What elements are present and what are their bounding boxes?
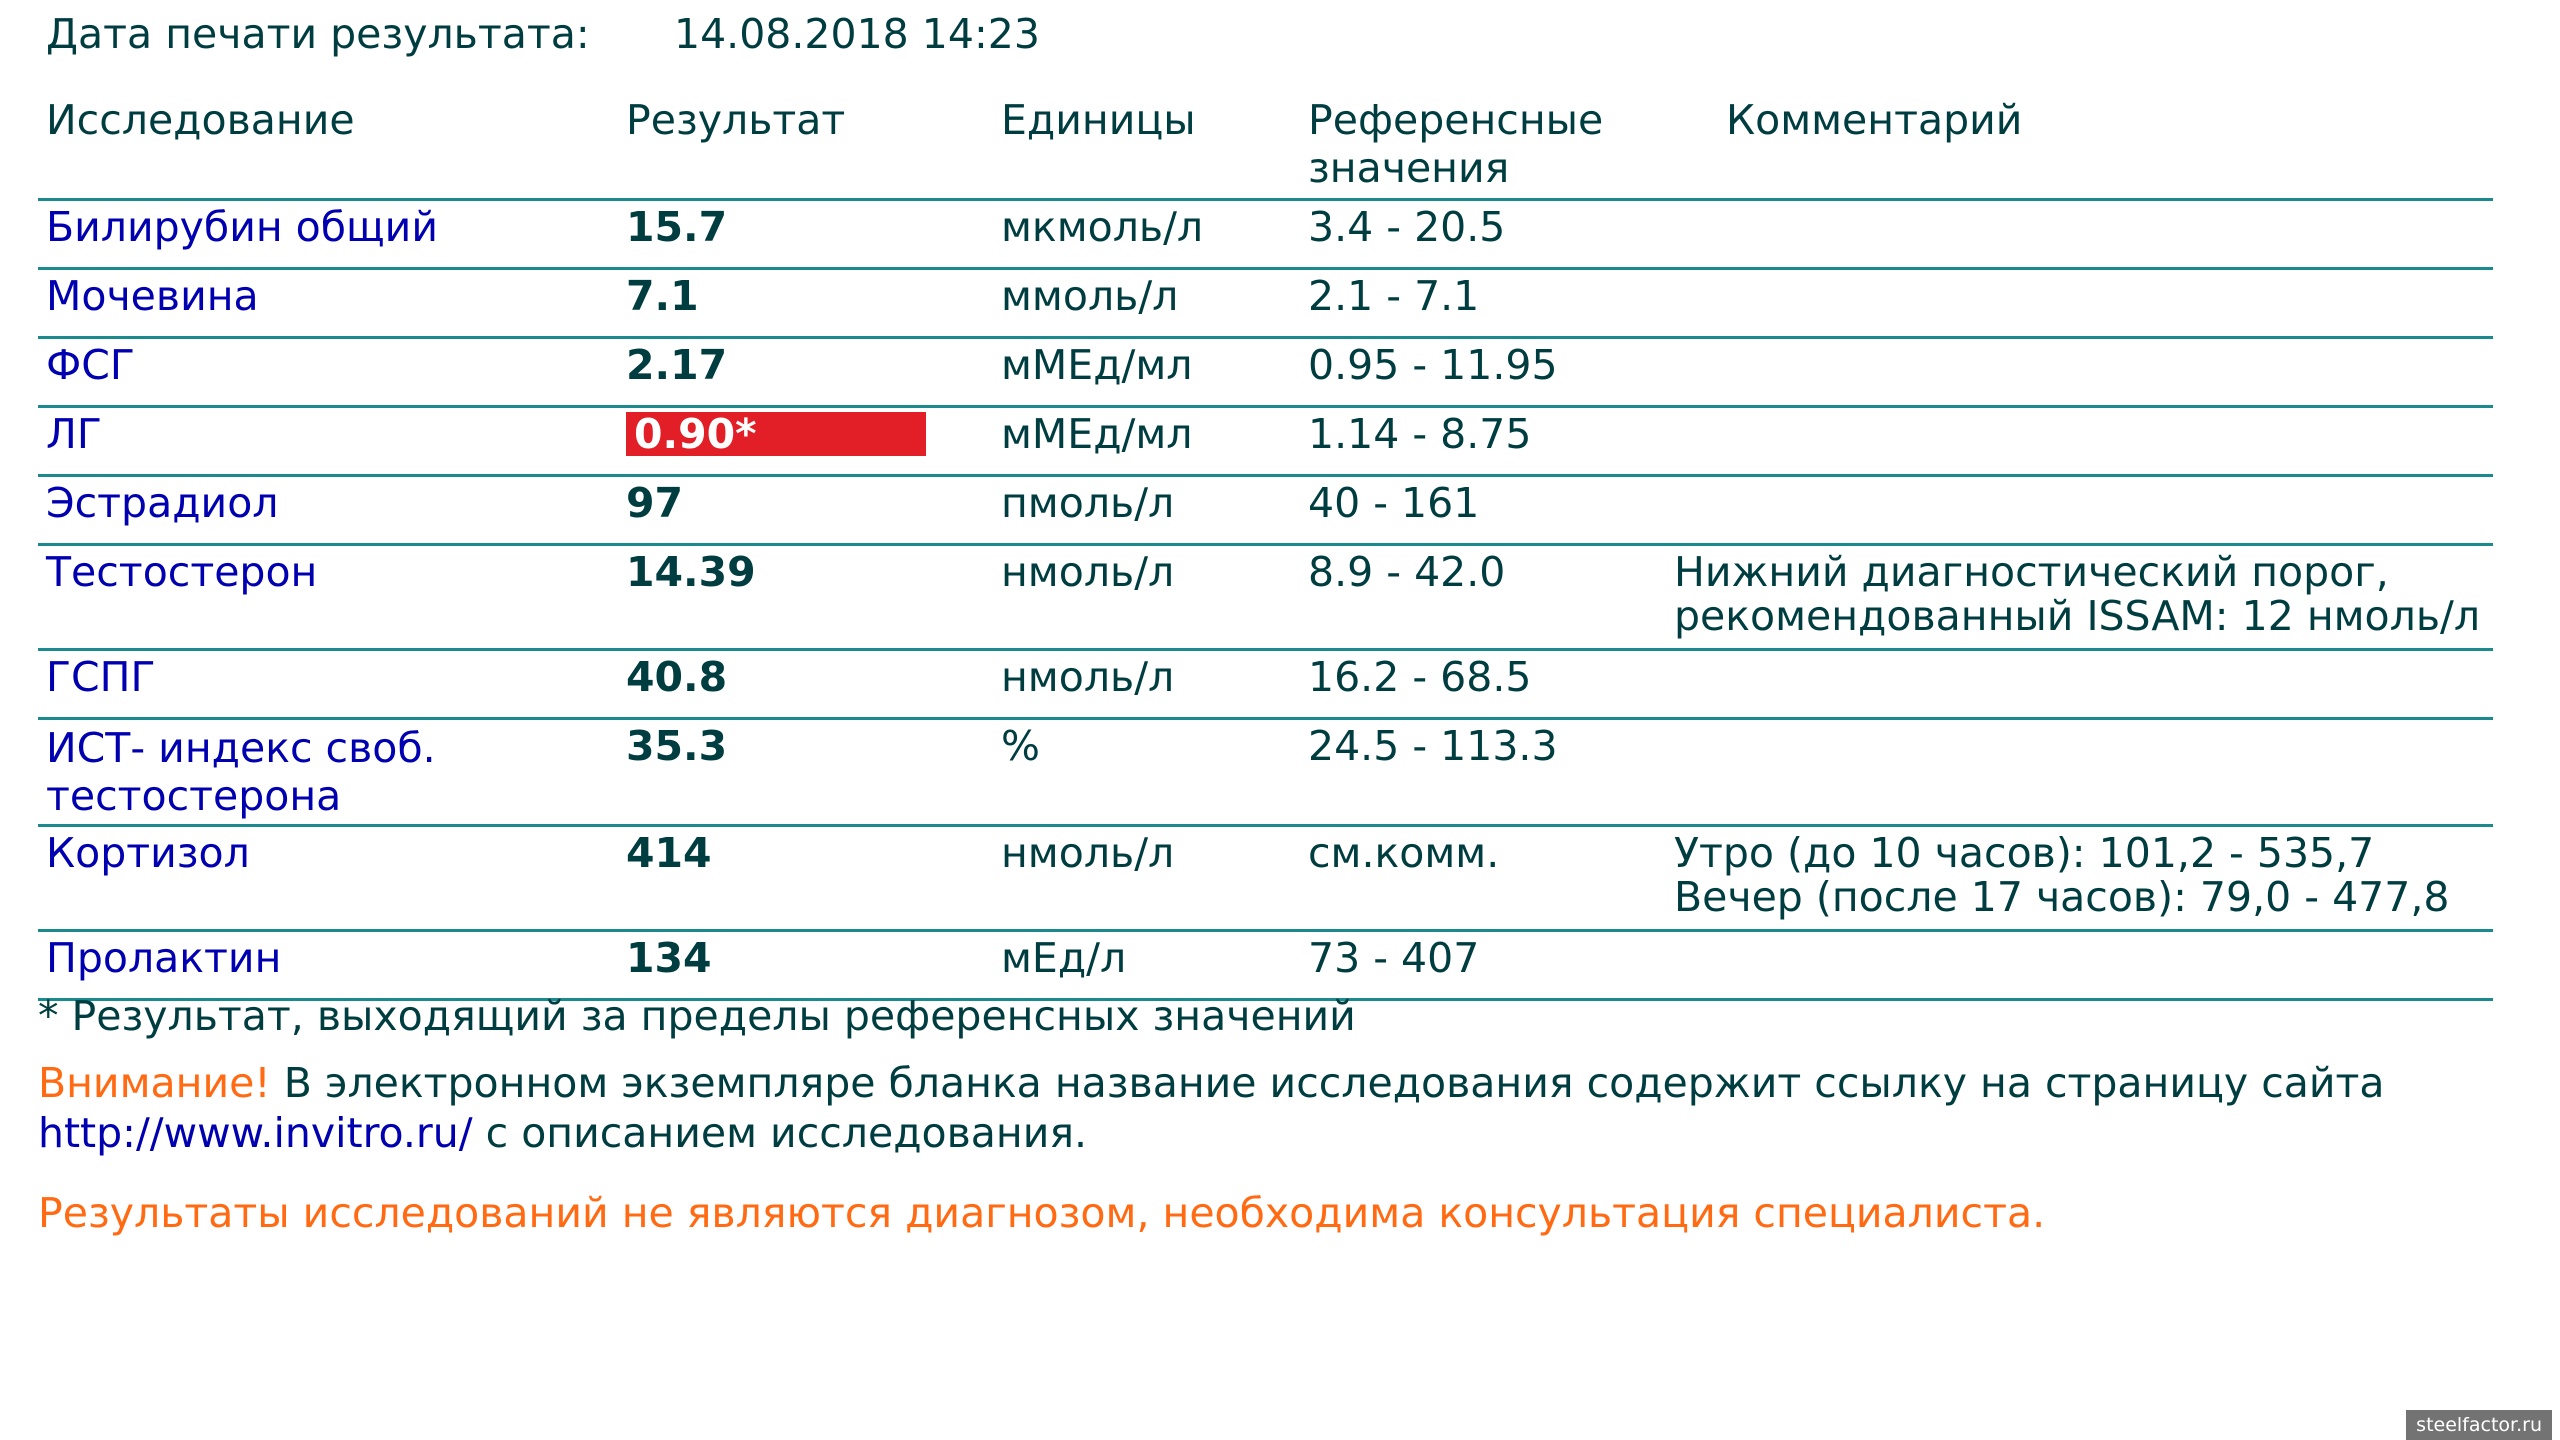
units: нмоль/л xyxy=(1001,653,1175,701)
reference-range: 16.2 - 68.5 xyxy=(1308,653,1532,701)
result-value: 97 xyxy=(626,479,684,527)
table-row xyxy=(38,545,2493,650)
test-name-link[interactable]: Билирубин общий xyxy=(46,203,438,251)
test-name-link[interactable]: Тестостерон xyxy=(46,548,318,596)
test-name-link[interactable]: ГСПГ xyxy=(46,653,156,701)
table-row xyxy=(38,407,2493,476)
table-row xyxy=(38,269,2493,338)
result-value: 15.7 xyxy=(626,203,728,251)
print-date-value: 14.08.2018 14:23 xyxy=(674,10,1040,58)
test-name-link[interactable]: ИСТ- индекс своб. тестостерона xyxy=(46,724,436,820)
reference-range: 3.4 - 20.5 xyxy=(1308,203,1506,251)
result-value: 414 xyxy=(626,829,712,877)
disclaimer: Результаты исследований не являются диагнозом, необходима консультация специалиста. xyxy=(38,1189,2046,1237)
units: мМЕд/мл xyxy=(1001,410,1193,458)
test-name-link[interactable]: ЛГ xyxy=(46,410,102,458)
units: мМЕд/мл xyxy=(1001,341,1193,389)
reference-range: 0.95 - 11.95 xyxy=(1308,341,1558,389)
column-header-comment: Комментарий xyxy=(1726,96,2023,144)
units: мкмоль/л xyxy=(1001,203,1204,251)
table-row xyxy=(38,476,2493,545)
results-table xyxy=(38,96,2493,1001)
watermark: steelfactor.ru xyxy=(2406,1410,2552,1440)
test-name-link[interactable]: ФСГ xyxy=(46,341,135,389)
result-value: 7.1 xyxy=(626,272,699,320)
result-value: 40.8 xyxy=(626,653,728,701)
comment-text: Нижний диагностический порог, рекомендованный ISSAM: 12 нмоль/л xyxy=(1674,548,2481,640)
reference-range: см.комм. xyxy=(1308,829,1500,877)
units: нмоль/л xyxy=(1001,829,1175,877)
test-name-link[interactable]: Кортизол xyxy=(46,829,250,877)
result-value: 14.39 xyxy=(626,548,756,596)
table-row xyxy=(38,650,2493,719)
reference-range: 1.14 - 8.75 xyxy=(1308,410,1532,458)
units: мЕд/л xyxy=(1001,934,1127,982)
notice-text: В электронном экземпляре бланка название исследования содержит ссылку на страницу сайта xyxy=(270,1059,2385,1107)
column-header-result: Результат xyxy=(626,96,846,144)
test-name-link[interactable]: Мочевина xyxy=(46,272,259,320)
units: нмоль/л xyxy=(1001,548,1175,596)
reference-range: 40 - 161 xyxy=(1308,479,1480,527)
table-row xyxy=(38,200,2493,269)
notice-text-after: с описанием исследования. xyxy=(472,1109,1088,1157)
result-value-out-of-range: 0.90* xyxy=(626,412,926,456)
reference-range: 8.9 - 42.0 xyxy=(1308,548,1506,596)
test-name-link[interactable]: Пролактин xyxy=(46,934,282,982)
column-header-reference: Референсные значения xyxy=(1308,96,1604,192)
table-row xyxy=(38,826,2493,931)
notice-warning: Внимание! xyxy=(38,1059,271,1107)
comment-line: Утро (до 10 часов): 101,2 - 535,7 xyxy=(1674,829,2375,877)
result-value: 134 xyxy=(626,934,712,982)
column-header-test: Исследование xyxy=(46,96,355,144)
result-value: 2.17 xyxy=(626,341,728,389)
table-row xyxy=(38,719,2493,826)
reference-range: 73 - 407 xyxy=(1308,934,1480,982)
notice xyxy=(38,1058,2488,1158)
table-row xyxy=(38,338,2493,407)
result-value: 35.3 xyxy=(626,722,728,770)
column-header-units: Единицы xyxy=(1001,96,1196,144)
footnote: * Результат, выходящий за пределы референсных значений xyxy=(38,992,1356,1040)
invitro-link[interactable]: http://www.invitro.ru/ xyxy=(38,1109,473,1157)
comment-line: Вечер (после 17 часов): 79,0 - 477,8 xyxy=(1674,873,2450,921)
test-name-link[interactable]: Эстрадиол xyxy=(46,479,279,527)
units: пмоль/л xyxy=(1001,479,1175,527)
reference-range: 24.5 - 113.3 xyxy=(1308,722,1558,770)
table-header-row xyxy=(38,96,2493,200)
units: % xyxy=(1001,722,1040,770)
reference-range: 2.1 - 7.1 xyxy=(1308,272,1480,320)
units: ммоль/л xyxy=(1001,272,1179,320)
print-date xyxy=(46,4,1040,64)
print-date-label: Дата печати результата: xyxy=(46,10,590,58)
